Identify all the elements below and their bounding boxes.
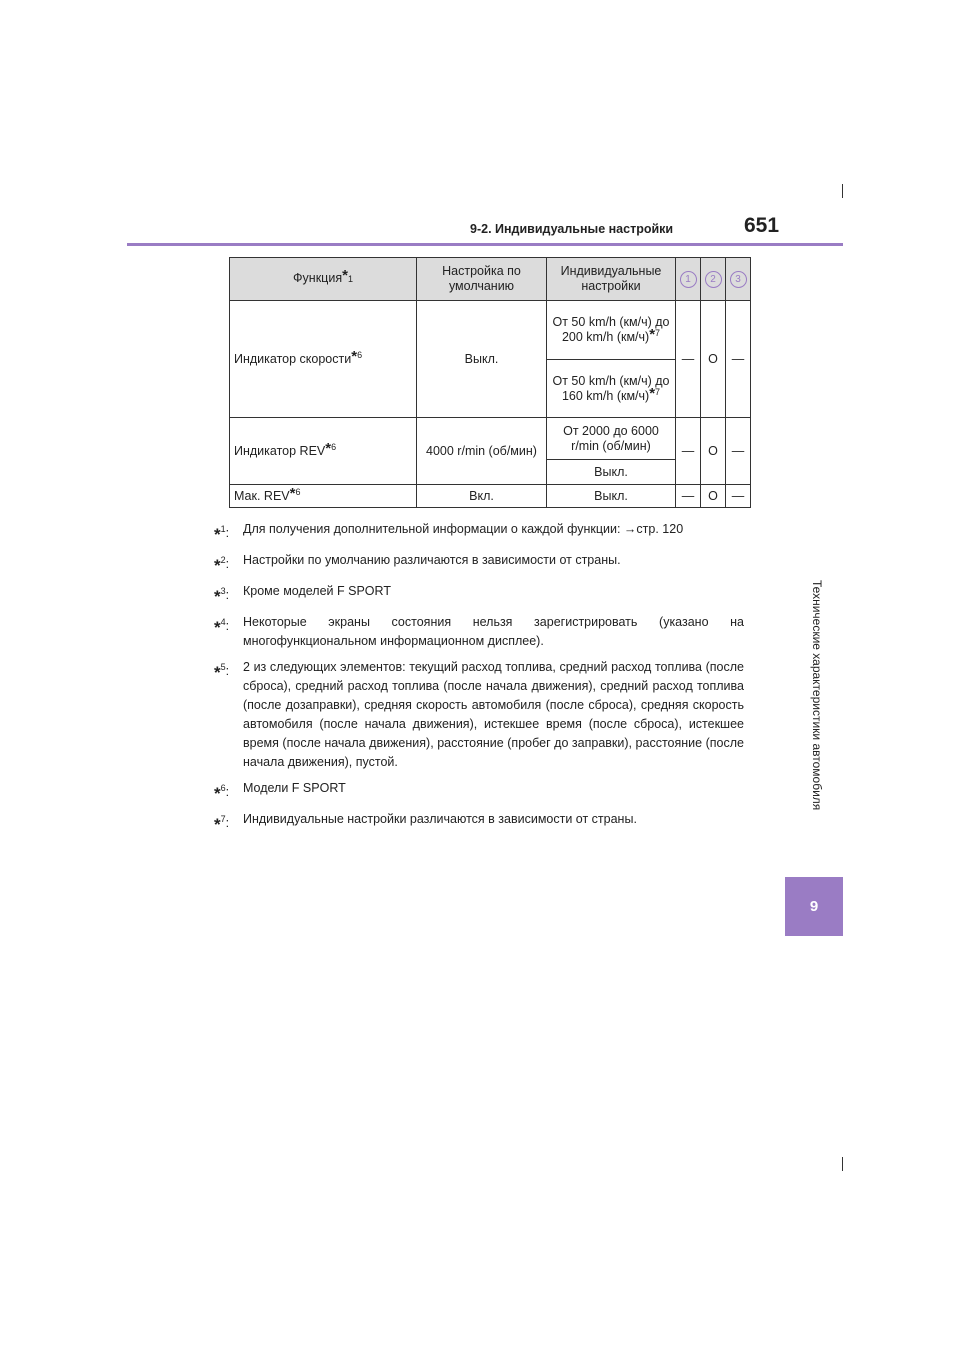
header-default: Настройка по умолчанию xyxy=(417,258,547,301)
footnote: *$^7$: Индивидуальные настройки различаются в зависимости от страны. xyxy=(214,812,637,834)
crop-mark-top xyxy=(842,184,843,198)
cell-mark-2: O xyxy=(701,485,726,508)
cell-default: Вкл. xyxy=(417,485,547,508)
cell-mark-2: O xyxy=(701,418,726,485)
cell-mark-3: — xyxy=(726,301,751,418)
cell-mark-3: — xyxy=(726,418,751,485)
cell-function: Индикатор REV$^{*6}$ xyxy=(230,418,417,485)
cell-option: От 50 km/h (км/ч) до 200 km/h $(км/ч)^{*7}$ xyxy=(547,301,676,360)
chapter-tab xyxy=(785,877,843,936)
circle-3-icon: 3 xyxy=(730,271,747,288)
cell-default: Выкл. xyxy=(417,301,547,418)
cell-default: 4000 r/min (об/мин) xyxy=(417,418,547,485)
cell-function: Индикатор скорости$^{*6}$ xyxy=(230,301,417,418)
footnotes xyxy=(214,520,744,841)
cell-mark-3: — xyxy=(726,485,751,508)
footnote: *$^4$: Некоторые экраны состояния нельзя зарегистрировать (указано на многофункциональном информационном дисплее). xyxy=(214,615,744,648)
cell-mark-2: O xyxy=(701,301,726,418)
cell-mark-1: — xyxy=(676,418,701,485)
header-circle-1 xyxy=(676,258,701,301)
table-row xyxy=(230,418,751,460)
cell-function: Мак. REV$^{*6}$ xyxy=(230,485,417,508)
cell-option: От 50 km/h (км/ч) до 160 km/h $(км/ч)^{*7}$ xyxy=(547,360,676,418)
header-circle-3 xyxy=(726,258,751,301)
footnote: *$^1$: Для получения дополнительной информации о каждой функции: →стр. 120 xyxy=(214,522,684,544)
cell-option: Выкл. xyxy=(547,485,676,508)
page-number: 651 xyxy=(744,214,780,237)
chapter-number: 9 xyxy=(809,898,819,915)
cell-option: От 2000 до 6000 r/min (об/мин) xyxy=(547,418,676,460)
cell-option: Выкл. xyxy=(547,460,676,485)
crop-mark-bottom xyxy=(842,1157,843,1171)
footnote: *$^5$: 2 из следующих элементов: текущий расход топлива, средний расход топлива (после сброса), средний расход топлива (после начала движения), средний расход топлива (после дозаправки), средняя скорость автомобиля (после сброса), средняя скорость автомобиля (после начала движения), истекшее время (после сброса), истекшее время (после начала движения), расстояние (пробег до заправки), расстояние (после начала движения), пустой. xyxy=(214,660,744,769)
header-circle-2 xyxy=(701,258,726,301)
table-row xyxy=(230,485,751,508)
section-title: 9-2. Индивидуальные настройки xyxy=(470,222,674,236)
cell-mark-1: — xyxy=(676,485,701,508)
table-row xyxy=(230,301,751,360)
footnote: *$^2$: Настройки по умолчанию различаются в зависимости от страны. xyxy=(214,553,621,575)
header-rule xyxy=(127,243,843,246)
footnote: *$^3$: Кроме моделей F SPORT xyxy=(214,584,391,606)
table-header-row xyxy=(230,258,751,301)
header-function: Функция*1 xyxy=(230,258,417,301)
circle-2-icon: 2 xyxy=(705,271,722,288)
circle-1-icon: 1 xyxy=(680,271,697,288)
footnote: *$^6$: Модели F SPORT xyxy=(214,781,346,803)
side-chapter-title: Технические характеристики автомобиля xyxy=(810,580,824,811)
header-custom: Индивидуальные настройки xyxy=(547,258,676,301)
cell-mark-1: — xyxy=(676,301,701,418)
settings-table xyxy=(229,257,751,508)
